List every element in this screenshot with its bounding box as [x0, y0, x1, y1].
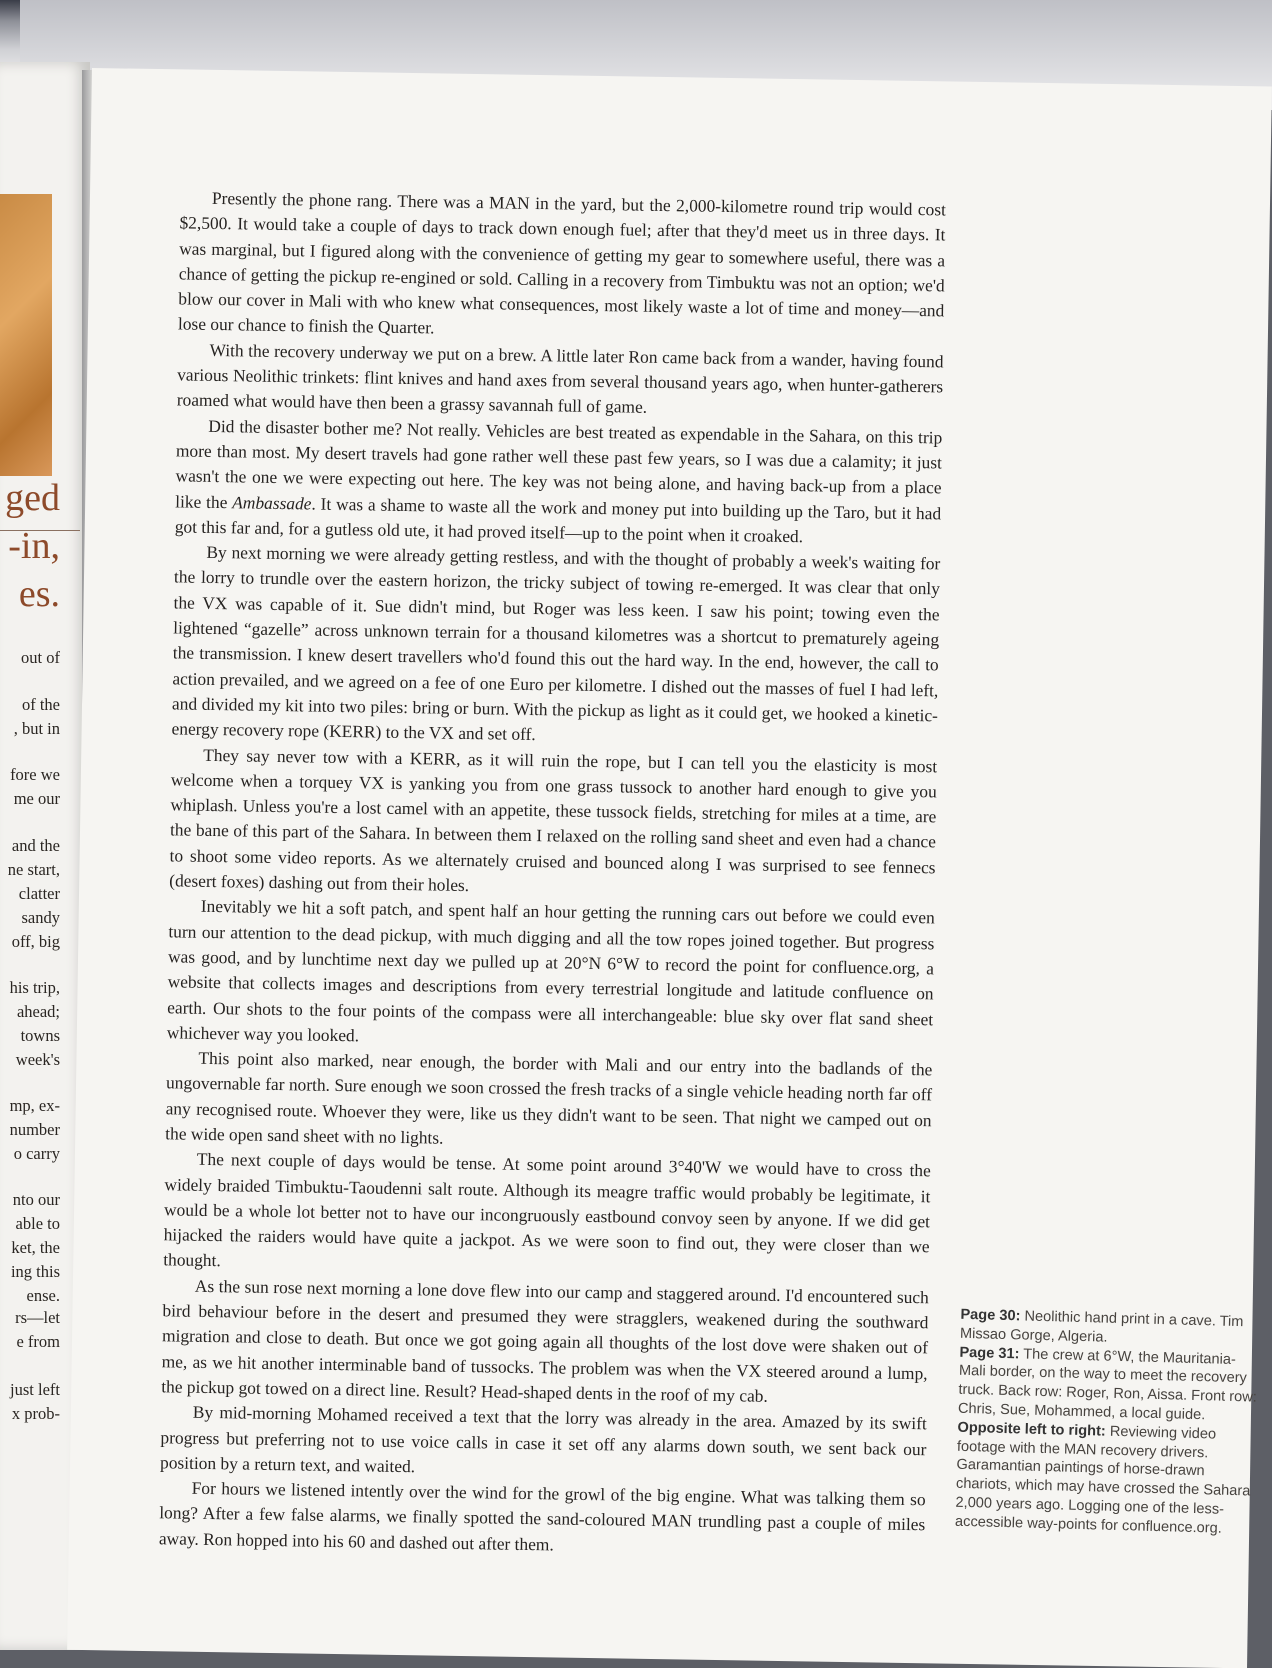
left-page-fragment: of the: [21, 695, 60, 714]
article-paragraph: By next morning we were already getting restless, and with the thought of probably a week's waiting for the lorry to trundle over the eastern horizon, the tricky subject of towing re-emerged. It was clear that only the VX was capable of it. Sue didn't mind, but Roger was less keen. I saw his point; towing even the lightened “gazelle” across unknown terrain for a thousand kilometres was a shortcut to prematurely ageing the transmission. I knew desert travellers who'd found this out the hard way. In the end, however, the call to action prevailed, and we agreed on a fee of one Euro per kilometre. I dished out the masses of fuel I had left, and divided my kit into two piles: bring or burn. With the pickup as light as it could get, we hooked a kinetic-energy recovery rope (KERR) to the VX and set off.: [171, 542, 941, 745]
left-page-fragment: clatter: [18, 884, 60, 903]
left-page-fragment: off, big: [11, 932, 60, 951]
left-page-fragment: x prob-: [11, 1404, 60, 1423]
article-paragraph: Presently the phone rang. There was a MAN in the yard, but the 2,000-kilometre round trip would cost $2,500. It would take a couple of days to track down enough fuel; after that they'd meet us in three days. It was marginal, but I figured along with the convenience of getting my gear to somewhere useful, there was a chance of getting the pickup re-engined or sold. Calling in a recovery from Timbuktu was not an option; we'd blow our cover in Mali with who knew what consequences, most likely waste a lot of time and money—and lose our chance to finish the Quarter.: [177, 187, 947, 338]
photo-caption: [955, 1306, 1261, 1539]
left-page-fragment: just left: [10, 1380, 60, 1399]
left-page-fragment: ahead;: [16, 1002, 60, 1021]
left-page-fragment: towns: [20, 1026, 60, 1045]
left-page-fragment: fore we: [10, 765, 60, 784]
left-page-fragment: ne start,: [7, 860, 60, 879]
article-paragraph: As the sun rose next morning a lone dove flew into our camp and staggered around. I'd encountered such bird behaviour before in the desert and presumed they were stragglers, weakened during the southward migration and close to death. But once we got going again all thoughts of the lost dove were shaken out of me, as we hit another interminable band of tussocks. The problem was when the VX steered around a lump, the pickup got towed on a direct line. Result? Head-shaped dents in the roof of my cab.: [161, 1275, 929, 1406]
article-paragraph: Did the disaster bother me? Not really. Vehicles are best treated as expendable in the Sahara, on this trip more than most. My desert travels had gone rather well these past few years, so I was due a calamity; it just wasn't the one we were expecting out here. The key was not being alone, and having back-up from a place like the Ambassade. It was a shame to waste all the work and money put into building up the Taro, but it had got this far and, for a gutless old ute, it had proved itself—up to the point when it croaked.: [174, 415, 943, 547]
left-page-fragment: number: [9, 1120, 60, 1139]
left-page-photo: [0, 194, 52, 476]
left-page-fragment: ense.: [26, 1286, 60, 1305]
caption-label: Page 31:: [959, 1344, 1020, 1362]
left-page-fragment: o carry: [13, 1144, 60, 1163]
article-paragraph: They say never tow with a KERR, as it will ruin the rope, but I can tell you the elasticity is most welcome when a torquey VX is yanking you from one grass tussock to another hard enough to give you whiplash. Unless you're a lost camel with an appetite, these tussock fields, stretching for miles at a time, are the bane of this part of the Sahara. In between them I relaxed on the rolling sand sheet and even had a chance to shoot some video reports. As we alternately cruised and bounced along I was surprised to see fennecs (desert foxes) dashing out from their holes.: [169, 744, 938, 896]
left-page-fragment: rs—let: [15, 1308, 60, 1327]
left-page-fragment: es.: [18, 573, 60, 615]
article-paragraph: Inevitably we hit a soft patch, and spent half an hour getting the running cars out before we could even turn our attention to the dead pickup, with much digging and all the tow ropes joined together. But progress was good, and by lunchtime next day we pulled up at 20°N 6°W to record the point for confluence.org, a website that collects images and descriptions from every terrestrial longitude and latitude confluence on earth. Our shots to the four points of the compass were all interchangeable: blue sky over flat sand sheet whichever way you looked.: [166, 896, 935, 1046]
caption-text: Reviewing video footage with the MAN recovery drivers. Garamantian paintings of horse-drawn chariots, which may have crossed the Sahara 2,000 years ago. Logging one of the less-accessible way-points for confluence.org.: [954, 1423, 1251, 1537]
article-paragraph: This point also marked, near enough, the border with Mali and our entry into the badlands of the ungovernable far north. Sure enough we soon crossed the fresh tracks of a single vehicle heading north far off any recognised route. Whoever they were, like us they didn't want to be seen. That night we camped out on the wide open sand sheet with no lights.: [165, 1047, 933, 1148]
caption-text: Neolithic hand print in a cave. Tim Missao Gorge, Algeria.: [959, 1308, 1244, 1346]
article-paragraph: With the recovery underway we put on a brew. A little later Ron came back from a wander, having found various Neolithic trinkets: flint knives and hand axes from several thousand years ago, when hunter-gatherers roamed what would have then been a grassy savannah full of game.: [176, 339, 944, 418]
left-page-fragment: e from: [16, 1332, 60, 1351]
left-page-fragment: out of: [21, 648, 60, 667]
article-paragraph: The next couple of days would be tense. At some point around 3°40'W we would have to cross the widely braided Timbuktu-Taoudenni salt route. Although its meagre traffic would probably be legitimate, it would be a whole lot better not to have our incongruously eastbound convoy seen by anyone. If we did get hijacked the raiders would have quite a jackpot. As we were soon to find out, they were closer than we thought.: [163, 1149, 931, 1271]
left-page-fragment: his trip,: [9, 978, 60, 997]
left-page-fragment: week's: [15, 1050, 60, 1069]
left-page-fragment: ing this: [10, 1262, 60, 1281]
left-page-fragment: ket, the: [11, 1238, 60, 1257]
caption-label: Page 30:: [960, 1306, 1021, 1325]
left-page-fragment: -in,: [8, 525, 60, 567]
caption-entry: [958, 1343, 1260, 1426]
left-page-fragment: nto our: [12, 1190, 60, 1209]
article-body: [159, 185, 946, 1563]
left-page-fragment: me our: [13, 789, 60, 808]
left-page-fragment: ged: [5, 477, 60, 519]
left-page-fragment: mp, ex-: [9, 1096, 60, 1115]
caption-label: Opposite left to right:: [957, 1419, 1106, 1440]
caption-entry: [955, 1419, 1258, 1540]
article-paragraph: For hours we listened intently over the wind for the growl of the big engine. What was talking them so long? After a few false alarms, we finally spotted the sand-coloured MAN trundling past a couple of miles away. Ron hopped into his 60 and dashed out after them.: [158, 1477, 926, 1555]
main-page: [67, 68, 1272, 1668]
left-page-fragment: sandy: [21, 908, 60, 927]
left-page-fragment: able to: [15, 1214, 60, 1233]
left-page-fragment: , but in: [13, 719, 60, 738]
caption-text: The crew at 6°W, the Mauritania-Mali border, on the way to meet the recovery truck. Back row: Roger, Ron, Aissa. Front row: Chris, Sue, Mohammed, a local guide.: [957, 1345, 1258, 1424]
article-paragraph: By mid-morning Mohamed received a text that the lorry was already in the area. Amazed by its swift progress but preferring not to use voice calls in case it set off any alarms down south, we sent back our position by a return text, and waited.: [159, 1402, 927, 1477]
left-page-fragment: and the: [11, 836, 60, 855]
